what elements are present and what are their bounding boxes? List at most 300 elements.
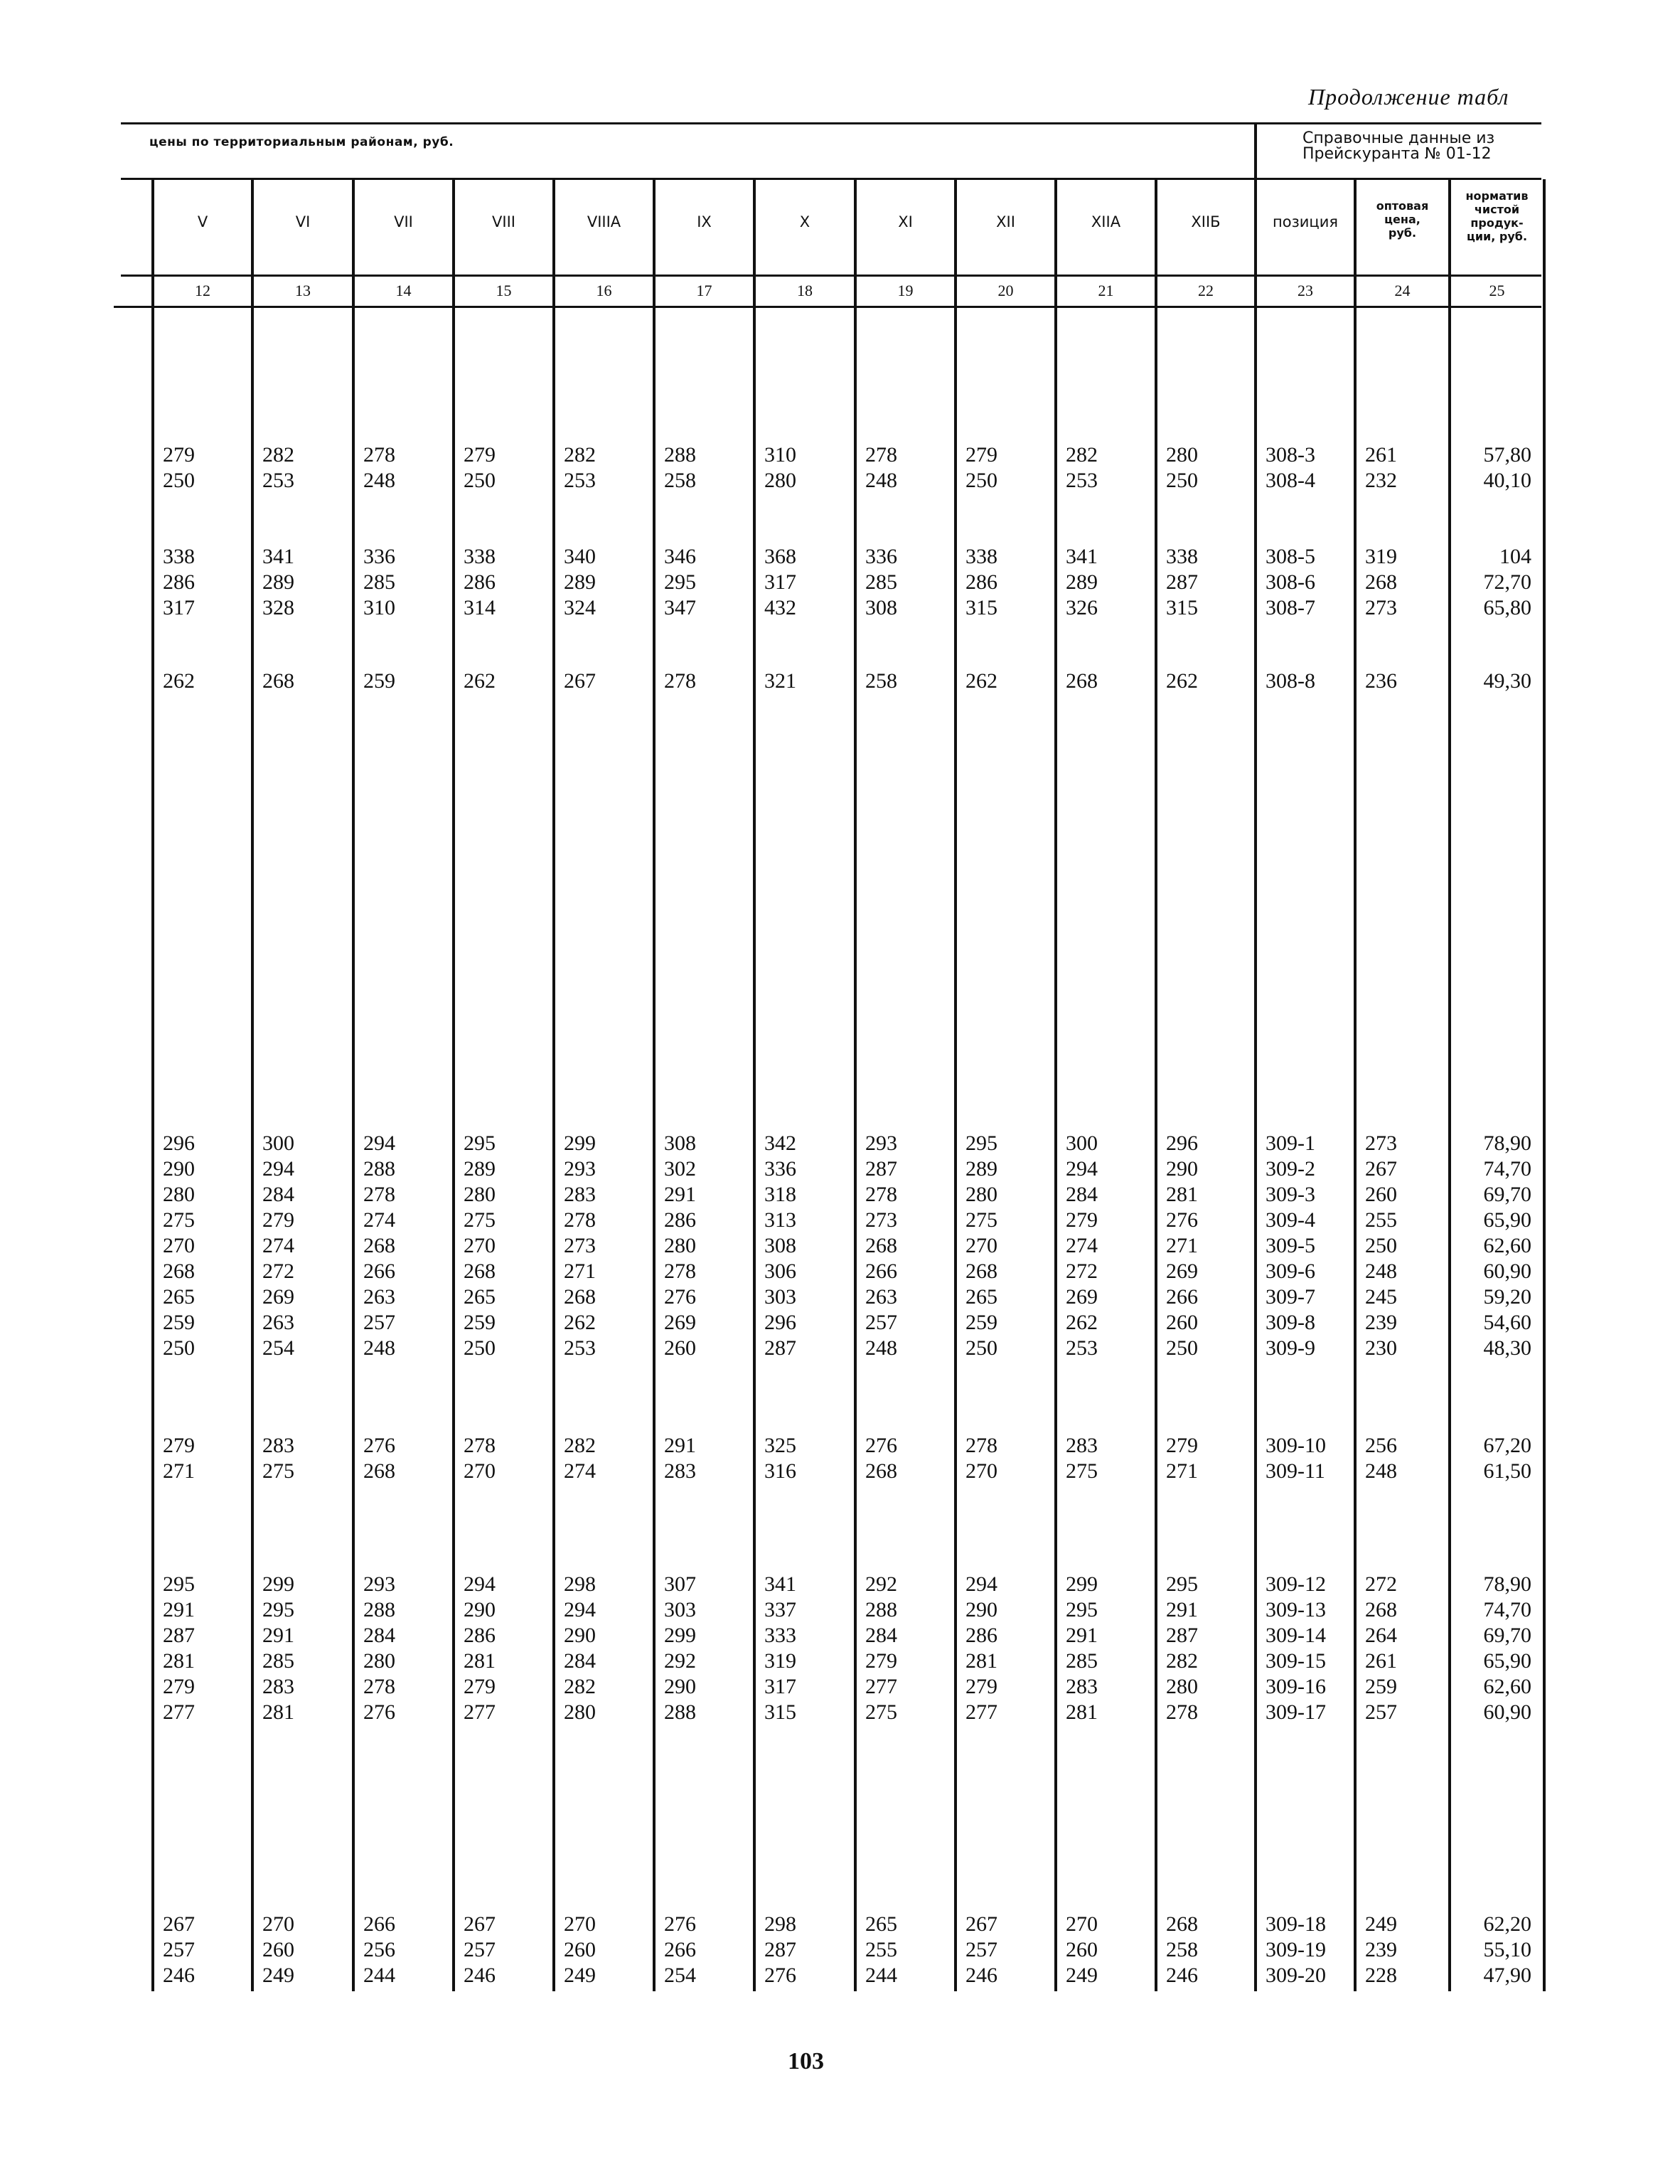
column-number: 15 bbox=[496, 282, 512, 299]
table-cell: 328 bbox=[262, 596, 294, 619]
table-cell: 309-2 bbox=[1266, 1157, 1315, 1181]
table-cell: 288 bbox=[865, 1598, 897, 1621]
table-cell: 65,90 bbox=[1483, 1649, 1531, 1673]
column-divider bbox=[1354, 179, 1357, 1991]
continuation-label: Продолжение табл bbox=[1308, 84, 1509, 110]
table-cell: 253 bbox=[1066, 1336, 1098, 1360]
table-cell: 275 bbox=[262, 1459, 294, 1483]
table-cell: 315 bbox=[1166, 596, 1198, 619]
table-cell: 278 bbox=[865, 443, 897, 467]
table-cell: 309-14 bbox=[1266, 1624, 1326, 1647]
table-cell: 274 bbox=[1066, 1234, 1098, 1257]
table-cell: 336 bbox=[764, 1157, 796, 1181]
table-cell: 265 bbox=[865, 1912, 897, 1936]
table-cell: 291 bbox=[1066, 1624, 1098, 1647]
header-reference-line-2: Прейскуранта № 01-12 bbox=[1302, 145, 1492, 163]
table-cell: 273 bbox=[1365, 596, 1397, 619]
table-cell: 280 bbox=[1166, 1675, 1198, 1698]
table-cell: 60,90 bbox=[1483, 1259, 1531, 1283]
table-cell: 269 bbox=[1166, 1259, 1198, 1283]
table-cell: 291 bbox=[664, 1434, 696, 1457]
table-cell: 276 bbox=[363, 1700, 395, 1724]
column-number: 19 bbox=[897, 282, 914, 299]
table-cell: 337 bbox=[764, 1598, 796, 1621]
table-cell: 271 bbox=[163, 1459, 195, 1483]
table-cell: 295 bbox=[262, 1598, 294, 1621]
table-cell: 283 bbox=[262, 1675, 294, 1698]
table-cell: 274 bbox=[363, 1208, 395, 1232]
table-cell: 274 bbox=[564, 1459, 596, 1483]
column-number: 23 bbox=[1298, 282, 1313, 299]
table-cell: 279 bbox=[163, 1434, 195, 1457]
table-cell: 294 bbox=[564, 1598, 596, 1621]
table-cell: 268 bbox=[1365, 570, 1397, 594]
table-cell: 258 bbox=[1166, 1938, 1198, 1961]
table-cell: 280 bbox=[1166, 443, 1198, 467]
table-cell: 308-3 bbox=[1266, 443, 1315, 467]
table-cell: 309-9 bbox=[1266, 1336, 1315, 1360]
table-cell: 259 bbox=[965, 1311, 997, 1334]
column-number: 20 bbox=[997, 282, 1014, 299]
table-cell: 298 bbox=[564, 1572, 596, 1596]
table-cell: 278 bbox=[664, 669, 696, 693]
table-cell: 294 bbox=[464, 1572, 496, 1596]
table-cell: 291 bbox=[262, 1624, 294, 1647]
table-cell: 278 bbox=[363, 443, 395, 467]
table-cell: 257 bbox=[865, 1311, 897, 1334]
table-cell: 271 bbox=[1166, 1234, 1198, 1257]
table-cell: 228 bbox=[1365, 1964, 1397, 1987]
table-cell: 307 bbox=[664, 1572, 696, 1596]
table-cell: 260 bbox=[1166, 1311, 1198, 1334]
table-cell: 267 bbox=[965, 1912, 997, 1936]
table-cell: 341 bbox=[1066, 545, 1098, 568]
column-header: XI bbox=[898, 213, 913, 230]
table-cell: 261 bbox=[1365, 443, 1397, 467]
table-cell: 275 bbox=[163, 1208, 195, 1232]
table-cell: 250 bbox=[965, 1336, 997, 1360]
table-cell: 287 bbox=[1166, 570, 1198, 594]
table-cell: 308-5 bbox=[1266, 545, 1315, 568]
column-header: VII bbox=[394, 213, 413, 230]
table-cell: 267 bbox=[1365, 1157, 1397, 1181]
table-cell: 266 bbox=[865, 1259, 897, 1283]
table-cell: 61,50 bbox=[1483, 1459, 1531, 1483]
table-cell: 279 bbox=[262, 1208, 294, 1232]
column-number: 25 bbox=[1489, 282, 1505, 299]
table-cell: 289 bbox=[262, 570, 294, 594]
table-cell: 340 bbox=[564, 545, 596, 568]
table-cell: 319 bbox=[1365, 545, 1397, 568]
table-cell: 285 bbox=[1066, 1649, 1098, 1673]
table-cell: 276 bbox=[865, 1434, 897, 1457]
table-cell: 280 bbox=[163, 1183, 195, 1206]
table-cell: 279 bbox=[1166, 1434, 1198, 1457]
table-cell: 275 bbox=[464, 1208, 496, 1232]
table-cell: 248 bbox=[363, 1336, 395, 1360]
table-cell: 267 bbox=[163, 1912, 195, 1936]
table-cell: 309-11 bbox=[1266, 1459, 1325, 1483]
table-cell: 268 bbox=[564, 1285, 596, 1309]
table-cell: 368 bbox=[764, 545, 796, 568]
table-cell: 278 bbox=[464, 1434, 496, 1457]
table-cell: 275 bbox=[965, 1208, 997, 1232]
table-cell: 256 bbox=[1365, 1434, 1397, 1457]
table-cell: 279 bbox=[464, 1675, 496, 1698]
column-header: позиция bbox=[1273, 213, 1338, 230]
table-cell: 250 bbox=[163, 469, 195, 492]
table-cell: 230 bbox=[1365, 1336, 1397, 1360]
table-cell: 260 bbox=[664, 1336, 696, 1360]
table-cell: 325 bbox=[764, 1434, 796, 1457]
table-cell: 317 bbox=[764, 570, 796, 594]
table-cell: 282 bbox=[564, 1434, 596, 1457]
table-cell: 271 bbox=[1166, 1459, 1198, 1483]
table-cell: 276 bbox=[664, 1285, 696, 1309]
table-cell: 342 bbox=[764, 1131, 796, 1155]
table-cell: 295 bbox=[464, 1131, 496, 1155]
table-cell: 293 bbox=[363, 1572, 395, 1596]
table-cell: 278 bbox=[965, 1434, 997, 1457]
table-cell: 275 bbox=[865, 1700, 897, 1724]
table-cell: 271 bbox=[564, 1259, 596, 1283]
table-cell: 239 bbox=[1365, 1311, 1397, 1334]
table-cell: 258 bbox=[865, 669, 897, 693]
table-cell: 309-13 bbox=[1266, 1598, 1326, 1621]
table-cell: 259 bbox=[1365, 1675, 1397, 1698]
table-cell: 268 bbox=[1166, 1912, 1198, 1936]
table-cell: 281 bbox=[1166, 1183, 1198, 1206]
table-cell: 310 bbox=[764, 443, 796, 467]
table-cell: 294 bbox=[1066, 1157, 1098, 1181]
table-cell: 265 bbox=[965, 1285, 997, 1309]
table-cell: 309-17 bbox=[1266, 1700, 1326, 1724]
column-divider bbox=[452, 179, 455, 1991]
column-number: 12 bbox=[195, 282, 210, 299]
table-cell: 245 bbox=[1365, 1285, 1397, 1309]
table-cell: 250 bbox=[1365, 1234, 1397, 1257]
column-header: X bbox=[799, 213, 810, 230]
column-divider bbox=[151, 179, 154, 1991]
table-cell: 65,90 bbox=[1483, 1208, 1531, 1232]
table-cell: 255 bbox=[865, 1938, 897, 1961]
table-cell: 289 bbox=[1066, 570, 1098, 594]
table-cell: 277 bbox=[163, 1700, 195, 1724]
table-cell: 294 bbox=[363, 1131, 395, 1155]
table-cell: 57,80 bbox=[1483, 443, 1531, 467]
table-cell: 260 bbox=[1365, 1183, 1397, 1206]
table-cell: 290 bbox=[965, 1598, 997, 1621]
table-cell: 299 bbox=[1066, 1572, 1098, 1596]
table-cell: 279 bbox=[464, 443, 496, 467]
table-cell: 290 bbox=[1166, 1157, 1198, 1181]
column-header: норматив чистой продук- ции, руб. bbox=[1465, 189, 1529, 243]
table-cell: 338 bbox=[965, 545, 997, 568]
table-cell: 308 bbox=[664, 1131, 696, 1155]
column-divider bbox=[552, 179, 555, 1991]
table-cell: 313 bbox=[764, 1208, 796, 1232]
table-cell: 276 bbox=[363, 1434, 395, 1457]
table-cell: 293 bbox=[865, 1131, 897, 1155]
table-cell: 308 bbox=[865, 596, 897, 619]
table-cell: 248 bbox=[363, 469, 395, 492]
table-cell: 268 bbox=[363, 1459, 395, 1483]
table-cell: 295 bbox=[163, 1572, 195, 1596]
column-number: 16 bbox=[596, 282, 612, 299]
table-cell: 295 bbox=[1066, 1598, 1098, 1621]
table-cell: 283 bbox=[262, 1434, 294, 1457]
table-cell: 260 bbox=[1066, 1938, 1098, 1961]
table-cell: 248 bbox=[1365, 1259, 1397, 1283]
table-cell: 296 bbox=[764, 1311, 796, 1334]
group-header-divider bbox=[1254, 122, 1257, 179]
table-cell: 278 bbox=[865, 1183, 897, 1206]
table-cell: 291 bbox=[1166, 1598, 1198, 1621]
column-header: IX bbox=[697, 213, 712, 230]
table-cell: 270 bbox=[464, 1459, 496, 1483]
table-cell: 257 bbox=[163, 1938, 195, 1961]
table-cell: 290 bbox=[464, 1598, 496, 1621]
table-cell: 59,20 bbox=[1483, 1285, 1531, 1309]
table-cell: 268 bbox=[262, 669, 294, 693]
table-cell: 266 bbox=[363, 1912, 395, 1936]
table-cell: 268 bbox=[363, 1234, 395, 1257]
table-cell: 295 bbox=[664, 570, 696, 594]
table-cell: 280 bbox=[564, 1700, 596, 1724]
table-cell: 285 bbox=[363, 570, 395, 594]
table-cell: 274 bbox=[262, 1234, 294, 1257]
table-cell: 287 bbox=[764, 1938, 796, 1961]
table-cell: 276 bbox=[764, 1964, 796, 1987]
table-cell: 309-18 bbox=[1266, 1912, 1326, 1936]
table-cell: 282 bbox=[564, 443, 596, 467]
table-cell: 278 bbox=[564, 1208, 596, 1232]
table-cell: 250 bbox=[163, 1336, 195, 1360]
table-cell: 289 bbox=[464, 1157, 496, 1181]
table-cell: 282 bbox=[564, 1675, 596, 1698]
table-cell: 296 bbox=[163, 1131, 195, 1155]
table-cell: 246 bbox=[163, 1964, 195, 1987]
column-header: VIIIA bbox=[587, 213, 621, 230]
table-cell: 248 bbox=[1365, 1459, 1397, 1483]
table-cell: 285 bbox=[865, 570, 897, 594]
column-header: оптовая цена, руб. bbox=[1376, 199, 1429, 240]
table-cell: 284 bbox=[1066, 1183, 1098, 1206]
table-cell: 40,10 bbox=[1483, 469, 1531, 492]
table-cell: 316 bbox=[764, 1459, 796, 1483]
table-cell: 295 bbox=[965, 1131, 997, 1155]
table-cell: 250 bbox=[464, 469, 496, 492]
table-cell: 308-6 bbox=[1266, 570, 1315, 594]
rule-under-column-numbers bbox=[114, 306, 1541, 308]
table-cell: 250 bbox=[1166, 1336, 1198, 1360]
table-cell: 257 bbox=[464, 1938, 496, 1961]
table-cell: 263 bbox=[363, 1285, 395, 1309]
table-cell: 253 bbox=[262, 469, 294, 492]
table-cell: 267 bbox=[564, 669, 596, 693]
table-cell: 279 bbox=[965, 1675, 997, 1698]
table-cell: 250 bbox=[965, 469, 997, 492]
table-cell: 257 bbox=[965, 1938, 997, 1961]
table-cell: 326 bbox=[1066, 596, 1098, 619]
table-cell: 317 bbox=[764, 1675, 796, 1698]
table-cell: 268 bbox=[1066, 669, 1098, 693]
table-cell: 268 bbox=[464, 1259, 496, 1283]
table-cell: 256 bbox=[363, 1938, 395, 1961]
column-divider bbox=[1254, 122, 1257, 1991]
table-cell: 62,20 bbox=[1483, 1912, 1531, 1936]
column-number: 14 bbox=[395, 282, 412, 299]
table-cell: 282 bbox=[1066, 443, 1098, 467]
table-cell: 318 bbox=[764, 1183, 796, 1206]
table-cell: 308 bbox=[764, 1234, 796, 1257]
table-cell: 300 bbox=[262, 1131, 294, 1155]
table-cell: 324 bbox=[564, 596, 596, 619]
table-cell: 268 bbox=[1365, 1598, 1397, 1621]
table-cell: 287 bbox=[764, 1336, 796, 1360]
column-number: 13 bbox=[295, 282, 311, 299]
table-cell: 258 bbox=[664, 469, 696, 492]
table-cell: 269 bbox=[262, 1285, 294, 1309]
table-cell: 268 bbox=[865, 1459, 897, 1483]
table-cell: 299 bbox=[564, 1131, 596, 1155]
table-cell: 244 bbox=[363, 1964, 395, 1987]
table-cell: 272 bbox=[1066, 1259, 1098, 1283]
table-cell: 270 bbox=[564, 1912, 596, 1936]
table-cell: 268 bbox=[965, 1259, 997, 1283]
table-cell: 310 bbox=[363, 596, 395, 619]
table-cell: 278 bbox=[363, 1183, 395, 1206]
table-cell: 288 bbox=[363, 1157, 395, 1181]
table-cell: 287 bbox=[865, 1157, 897, 1181]
column-number: 21 bbox=[1098, 282, 1114, 299]
table-cell: 104 bbox=[1499, 545, 1531, 568]
table-cell: 267 bbox=[464, 1912, 496, 1936]
table-cell: 277 bbox=[865, 1675, 897, 1698]
table-cell: 239 bbox=[1365, 1938, 1397, 1961]
table-cell: 272 bbox=[262, 1259, 294, 1283]
table-cell: 303 bbox=[764, 1285, 796, 1309]
table-cell: 78,90 bbox=[1483, 1572, 1531, 1596]
column-divider bbox=[753, 179, 756, 1991]
table-cell: 287 bbox=[1166, 1624, 1198, 1647]
table-cell: 270 bbox=[163, 1234, 195, 1257]
table-cell: 281 bbox=[1066, 1700, 1098, 1724]
table-cell: 253 bbox=[564, 469, 596, 492]
table-cell: 280 bbox=[363, 1649, 395, 1673]
table-cell: 255 bbox=[1365, 1208, 1397, 1232]
table-cell: 293 bbox=[564, 1157, 596, 1181]
table-cell: 269 bbox=[1066, 1285, 1098, 1309]
table-cell: 262 bbox=[1166, 669, 1198, 693]
table-cell: 308-8 bbox=[1266, 669, 1315, 693]
table-cell: 300 bbox=[1066, 1131, 1098, 1155]
table-cell: 69,70 bbox=[1483, 1183, 1531, 1206]
table-cell: 289 bbox=[965, 1157, 997, 1181]
table-cell: 285 bbox=[262, 1649, 294, 1673]
rule-under-column-names bbox=[121, 275, 1541, 277]
table-cell: 254 bbox=[664, 1964, 696, 1987]
column-number: 22 bbox=[1198, 282, 1214, 299]
table-cell: 309-3 bbox=[1266, 1183, 1315, 1206]
table-cell: 268 bbox=[163, 1259, 195, 1283]
table-cell: 309-1 bbox=[1266, 1131, 1315, 1155]
column-divider bbox=[1054, 179, 1057, 1991]
table-cell: 259 bbox=[464, 1311, 496, 1334]
table-cell: 273 bbox=[564, 1234, 596, 1257]
table-cell: 268 bbox=[865, 1234, 897, 1257]
table-cell: 290 bbox=[564, 1624, 596, 1647]
table-cell: 248 bbox=[865, 469, 897, 492]
table-cell: 309-20 bbox=[1266, 1964, 1326, 1987]
table-cell: 286 bbox=[464, 570, 496, 594]
table-cell: 246 bbox=[965, 1964, 997, 1987]
table-cell: 346 bbox=[664, 545, 696, 568]
table-cell: 315 bbox=[764, 1700, 796, 1724]
table-cell: 282 bbox=[262, 443, 294, 467]
table-cell: 263 bbox=[865, 1285, 897, 1309]
table-cell: 280 bbox=[764, 469, 796, 492]
table-cell: 273 bbox=[1365, 1131, 1397, 1155]
table-cell: 296 bbox=[1166, 1131, 1198, 1155]
column-header: VIII bbox=[492, 213, 515, 230]
table-cell: 315 bbox=[965, 596, 997, 619]
rule-under-group-header bbox=[121, 178, 1541, 180]
table-cell: 314 bbox=[464, 596, 496, 619]
table-cell: 299 bbox=[262, 1572, 294, 1596]
table-cell: 283 bbox=[664, 1459, 696, 1483]
table-cell: 265 bbox=[464, 1285, 496, 1309]
table-cell: 286 bbox=[464, 1624, 496, 1647]
table-cell: 336 bbox=[865, 545, 897, 568]
table-cell: 309-10 bbox=[1266, 1434, 1326, 1457]
table-cell: 279 bbox=[865, 1649, 897, 1673]
table-cell: 280 bbox=[965, 1183, 997, 1206]
table-cell: 294 bbox=[965, 1572, 997, 1596]
table-cell: 308-7 bbox=[1266, 596, 1315, 619]
table-cell: 308-4 bbox=[1266, 469, 1315, 492]
table-cell: 272 bbox=[1365, 1572, 1397, 1596]
table-cell: 78,90 bbox=[1483, 1131, 1531, 1155]
table-cell: 336 bbox=[363, 545, 395, 568]
table-cell: 309-16 bbox=[1266, 1675, 1326, 1698]
table-cell: 47,90 bbox=[1483, 1964, 1531, 1987]
table-cell: 319 bbox=[764, 1649, 796, 1673]
table-cell: 281 bbox=[464, 1649, 496, 1673]
table-cell: 292 bbox=[664, 1649, 696, 1673]
table-cell: 317 bbox=[163, 596, 195, 619]
table-cell: 294 bbox=[262, 1157, 294, 1181]
table-cell: 262 bbox=[564, 1311, 596, 1334]
table-cell: 54,60 bbox=[1483, 1311, 1531, 1334]
table-cell: 49,30 bbox=[1483, 669, 1531, 693]
column-header: XIIA bbox=[1091, 213, 1121, 230]
table-cell: 279 bbox=[163, 1675, 195, 1698]
table-cell: 270 bbox=[464, 1234, 496, 1257]
table-cell: 249 bbox=[564, 1964, 596, 1987]
table-cell: 283 bbox=[1066, 1434, 1098, 1457]
table-cell: 309-6 bbox=[1266, 1259, 1315, 1283]
table-cell: 284 bbox=[363, 1624, 395, 1647]
table-cell: 246 bbox=[1166, 1964, 1198, 1987]
table-cell: 299 bbox=[664, 1624, 696, 1647]
table-cell: 270 bbox=[1066, 1912, 1098, 1936]
table-cell: 341 bbox=[764, 1572, 796, 1596]
table-cell: 341 bbox=[262, 545, 294, 568]
table-cell: 347 bbox=[664, 596, 696, 619]
table-cell: 262 bbox=[1066, 1311, 1098, 1334]
table-cell: 298 bbox=[764, 1912, 796, 1936]
